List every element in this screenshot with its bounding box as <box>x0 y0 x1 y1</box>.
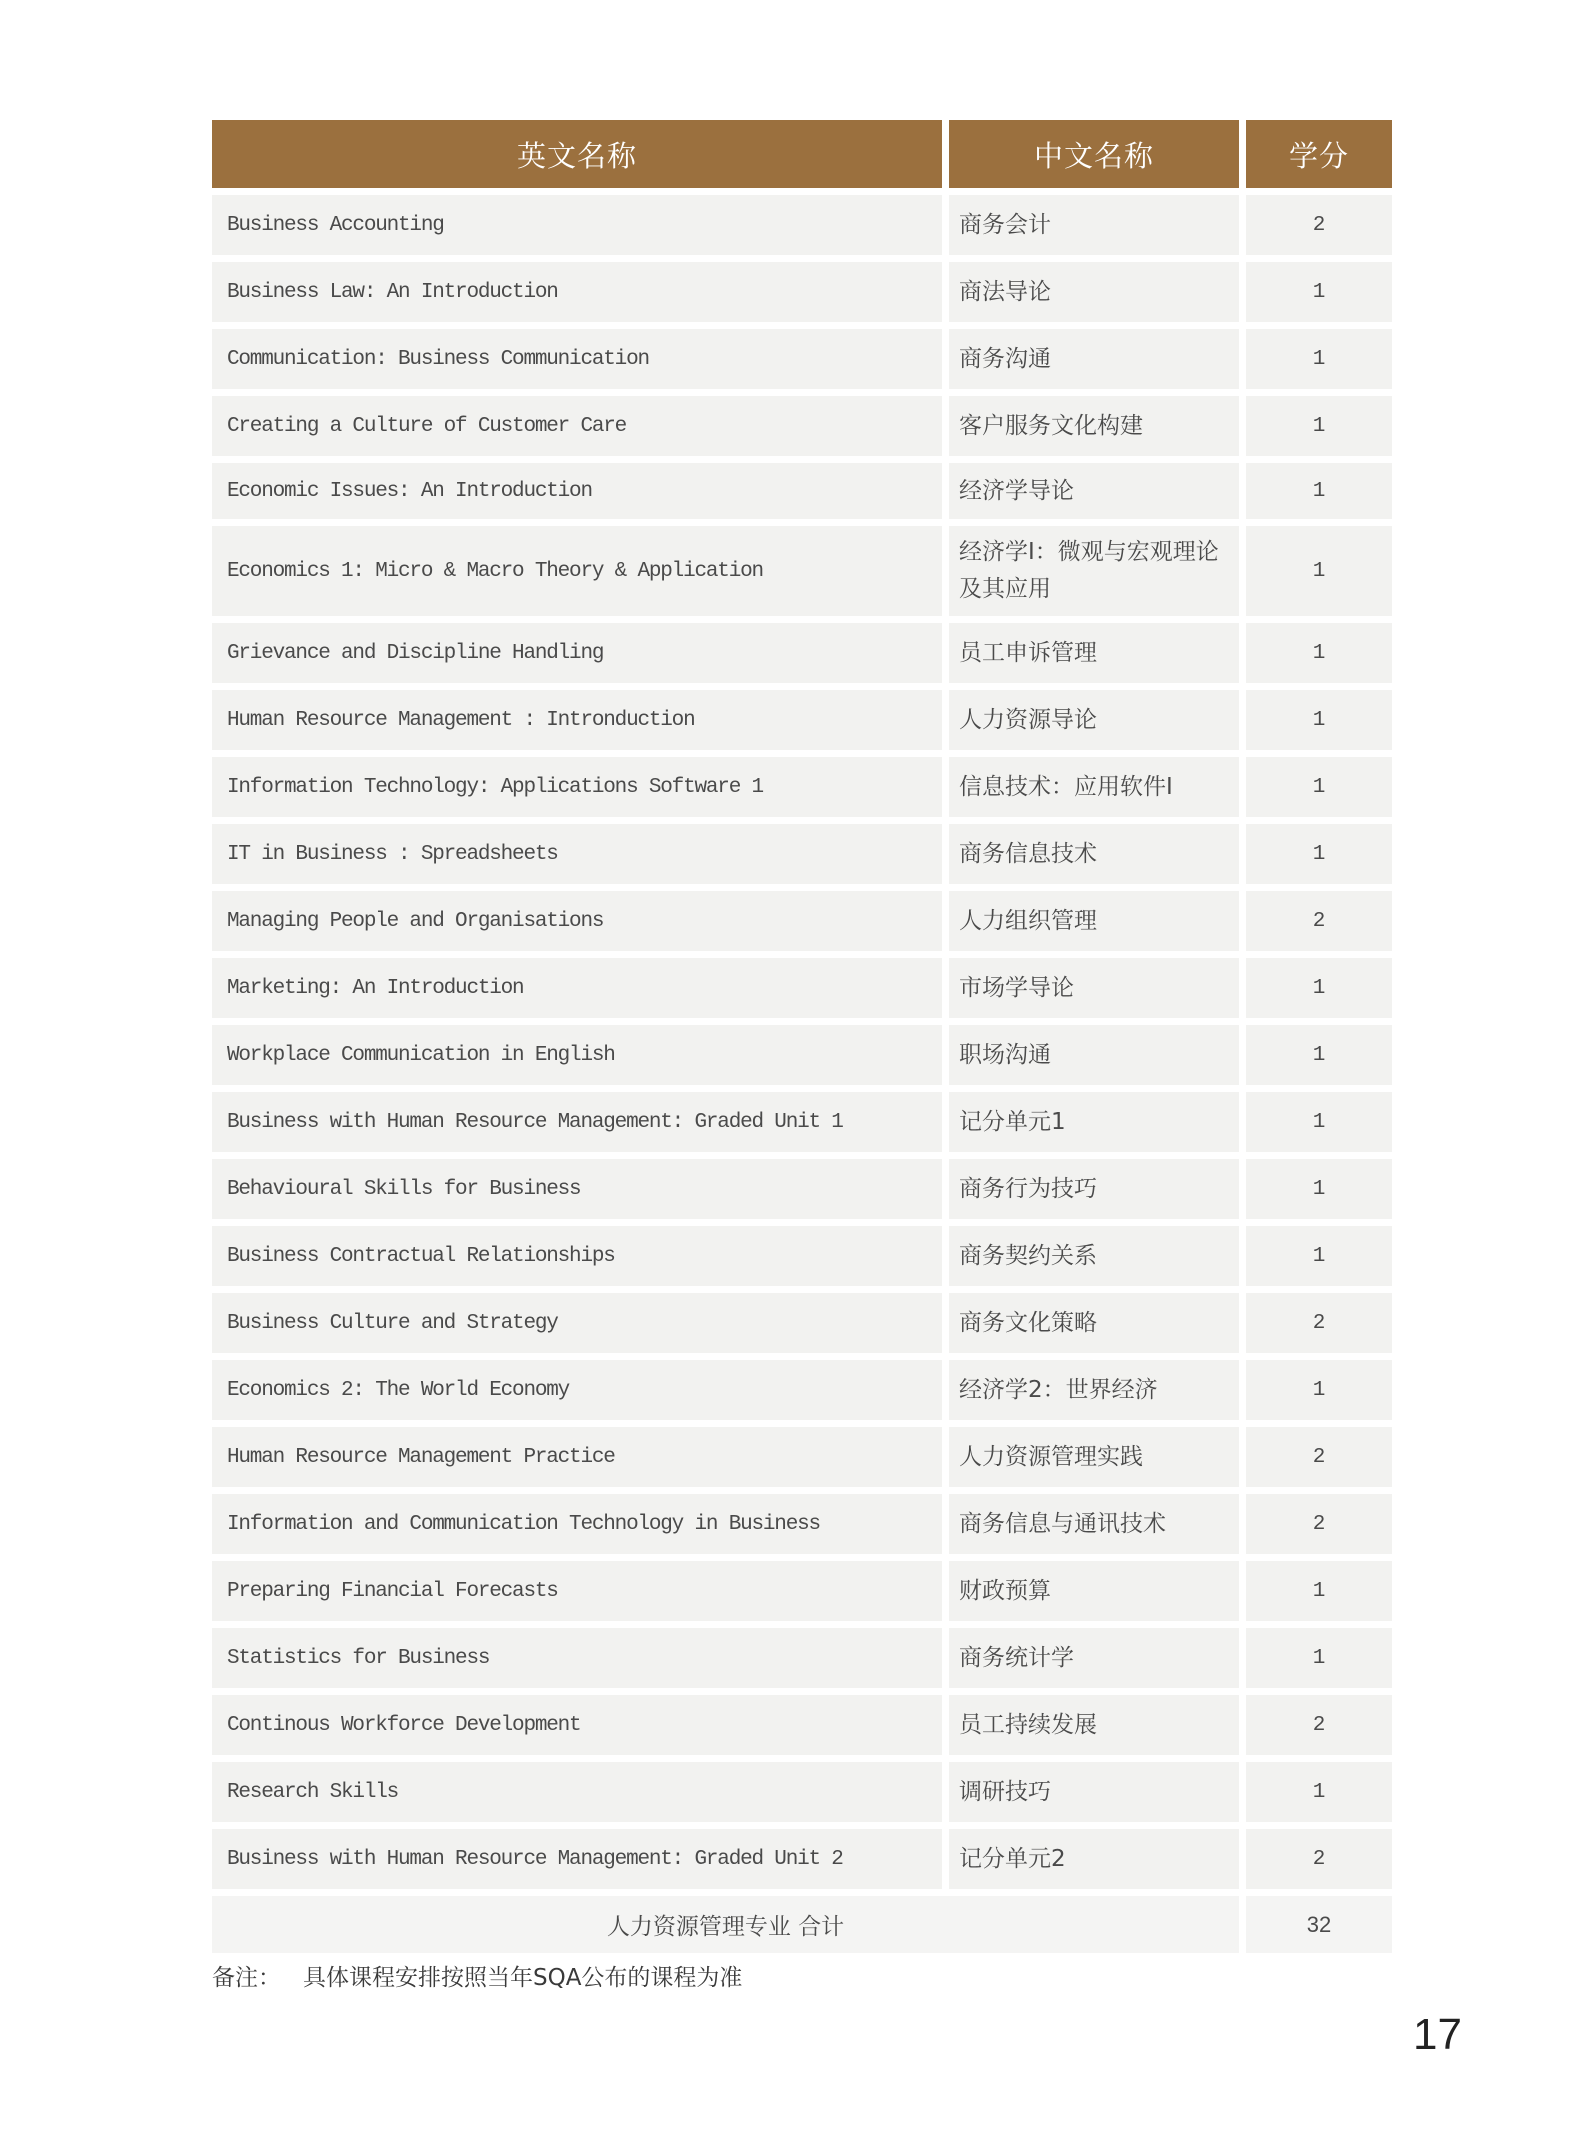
course-english-name: Creating a Culture of Customer Care <box>212 396 942 456</box>
table-row <box>212 329 1392 389</box>
course-english-name: Economic Issues: An Introduction <box>212 463 942 519</box>
course-english-name: Managing People and Organisations <box>212 891 942 951</box>
table-row <box>212 1829 1392 1889</box>
course-chinese-name: 商务统计学 <box>949 1628 1239 1688</box>
total-credits: 32 <box>1246 1896 1392 1953</box>
table-row <box>212 1092 1392 1152</box>
footnote <box>212 1962 743 1994</box>
table-row <box>212 757 1392 817</box>
table-row <box>212 1427 1392 1487</box>
course-credits: 2 <box>1246 1494 1392 1554</box>
course-credits: 1 <box>1246 623 1392 683</box>
course-table <box>212 120 1392 1960</box>
course-english-name: Business Law: An Introduction <box>212 262 942 322</box>
course-chinese-name: 信息技术：应用软件I <box>949 757 1239 817</box>
table-row <box>212 1293 1392 1353</box>
table-row <box>212 1561 1392 1621</box>
course-chinese-name: 员工持续发展 <box>949 1695 1239 1755</box>
total-label: 人力资源管理专业 合计 <box>212 1896 1239 1953</box>
course-credits: 1 <box>1246 757 1392 817</box>
course-english-name: Grievance and Discipline Handling <box>212 623 942 683</box>
course-chinese-name: 商务文化策略 <box>949 1293 1239 1353</box>
table-row <box>212 690 1392 750</box>
table-row <box>212 623 1392 683</box>
course-chinese-name: 商务信息与通讯技术 <box>949 1494 1239 1554</box>
header-credits: 学分 <box>1246 120 1392 188</box>
course-credits: 1 <box>1246 1159 1392 1219</box>
table-row <box>212 1762 1392 1822</box>
course-english-name: Behavioural Skills for Business <box>212 1159 942 1219</box>
page-number: 17 <box>1413 2010 1462 2059</box>
course-chinese-name: 商务沟通 <box>949 329 1239 389</box>
course-chinese-name: 市场学导论 <box>949 958 1239 1018</box>
course-credits: 2 <box>1246 891 1392 951</box>
course-chinese-name: 人力资源导论 <box>949 690 1239 750</box>
note-label: 备注： <box>212 1965 281 1991</box>
course-credits: 1 <box>1246 329 1392 389</box>
course-english-name: Economics 2: The World Economy <box>212 1360 942 1420</box>
table-row <box>212 958 1392 1018</box>
course-english-name: Human Resource Management Practice <box>212 1427 942 1487</box>
course-chinese-name: 调研技巧 <box>949 1762 1239 1822</box>
course-chinese-name: 商务契约关系 <box>949 1226 1239 1286</box>
header-english-name: 英文名称 <box>212 120 942 188</box>
course-chinese-name: 经济学2：世界经济 <box>949 1360 1239 1420</box>
course-english-name: Human Resource Management : Intronduction <box>212 690 942 750</box>
table-row <box>212 1025 1392 1085</box>
course-credits: 1 <box>1246 958 1392 1018</box>
course-english-name: Statistics for Business <box>212 1628 942 1688</box>
course-credits: 1 <box>1246 1561 1392 1621</box>
total-row <box>212 1896 1392 1953</box>
table-row <box>212 262 1392 322</box>
course-english-name: Communication: Business Communication <box>212 329 942 389</box>
course-chinese-name: 商务会计 <box>949 195 1239 255</box>
course-english-name: Business Culture and Strategy <box>212 1293 942 1353</box>
table-row <box>212 1628 1392 1688</box>
course-credits: 1 <box>1246 824 1392 884</box>
course-english-name: Information Technology: Applications Software 1 <box>212 757 942 817</box>
course-credits: 2 <box>1246 1293 1392 1353</box>
table-row <box>212 463 1392 519</box>
table-row <box>212 396 1392 456</box>
course-chinese-name: 商法导论 <box>949 262 1239 322</box>
course-credits: 2 <box>1246 1829 1392 1889</box>
course-english-name: Preparing Financial Forecasts <box>212 1561 942 1621</box>
course-credits: 1 <box>1246 463 1392 519</box>
course-english-name: Workplace Communication in English <box>212 1025 942 1085</box>
table-header-row <box>212 120 1392 188</box>
course-chinese-name: 商务行为技巧 <box>949 1159 1239 1219</box>
course-english-name: Business with Human Resource Management: Graded Unit 1 <box>212 1092 942 1152</box>
course-chinese-name: 商务信息技术 <box>949 824 1239 884</box>
course-chinese-name: 职场沟通 <box>949 1025 1239 1085</box>
course-chinese-name: 经济学I：微观与宏观理论 及其应用 <box>949 526 1239 616</box>
course-english-name: Economics 1: Micro & Macro Theory & Application <box>212 526 942 616</box>
course-chinese-name: 客户服务文化构建 <box>949 396 1239 456</box>
course-english-name: Continous Workforce Development <box>212 1695 942 1755</box>
table-row <box>212 195 1392 255</box>
course-chinese-name: 人力资源管理实践 <box>949 1427 1239 1487</box>
course-credits: 1 <box>1246 1226 1392 1286</box>
course-chinese-name: 记分单元2 <box>949 1829 1239 1889</box>
course-english-name: Business with Human Resource Management: Graded Unit 2 <box>212 1829 942 1889</box>
course-credits: 1 <box>1246 1025 1392 1085</box>
course-credits: 1 <box>1246 1360 1392 1420</box>
table-row <box>212 1494 1392 1554</box>
course-english-name: Business Contractual Relationships <box>212 1226 942 1286</box>
table-row <box>212 1695 1392 1755</box>
header-chinese-name: 中文名称 <box>949 120 1239 188</box>
course-chinese-name: 记分单元1 <box>949 1092 1239 1152</box>
course-english-name: Research Skills <box>212 1762 942 1822</box>
course-chinese-name: 员工申诉管理 <box>949 623 1239 683</box>
table-row <box>212 824 1392 884</box>
course-credits: 2 <box>1246 1695 1392 1755</box>
course-credits: 1 <box>1246 262 1392 322</box>
note-text: 具体课程安排按照当年SQA公布的课程为准 <box>303 1965 743 1991</box>
course-credits: 2 <box>1246 1427 1392 1487</box>
course-credits: 1 <box>1246 690 1392 750</box>
course-credits: 2 <box>1246 195 1392 255</box>
table-row <box>212 1226 1392 1286</box>
course-credits: 1 <box>1246 1092 1392 1152</box>
table-row <box>212 1159 1392 1219</box>
table-row <box>212 526 1392 616</box>
course-chinese-name: 经济学导论 <box>949 463 1239 519</box>
course-credits: 1 <box>1246 1628 1392 1688</box>
course-english-name: Information and Communication Technology in Business <box>212 1494 942 1554</box>
course-english-name: Marketing: An Introduction <box>212 958 942 1018</box>
course-credits: 1 <box>1246 1762 1392 1822</box>
course-chinese-name: 财政预算 <box>949 1561 1239 1621</box>
course-credits: 1 <box>1246 526 1392 616</box>
table-row <box>212 1360 1392 1420</box>
table-row <box>212 891 1392 951</box>
course-english-name: Business Accounting <box>212 195 942 255</box>
course-english-name: IT in Business : Spreadsheets <box>212 824 942 884</box>
course-credits: 1 <box>1246 396 1392 456</box>
course-chinese-name: 人力组织管理 <box>949 891 1239 951</box>
